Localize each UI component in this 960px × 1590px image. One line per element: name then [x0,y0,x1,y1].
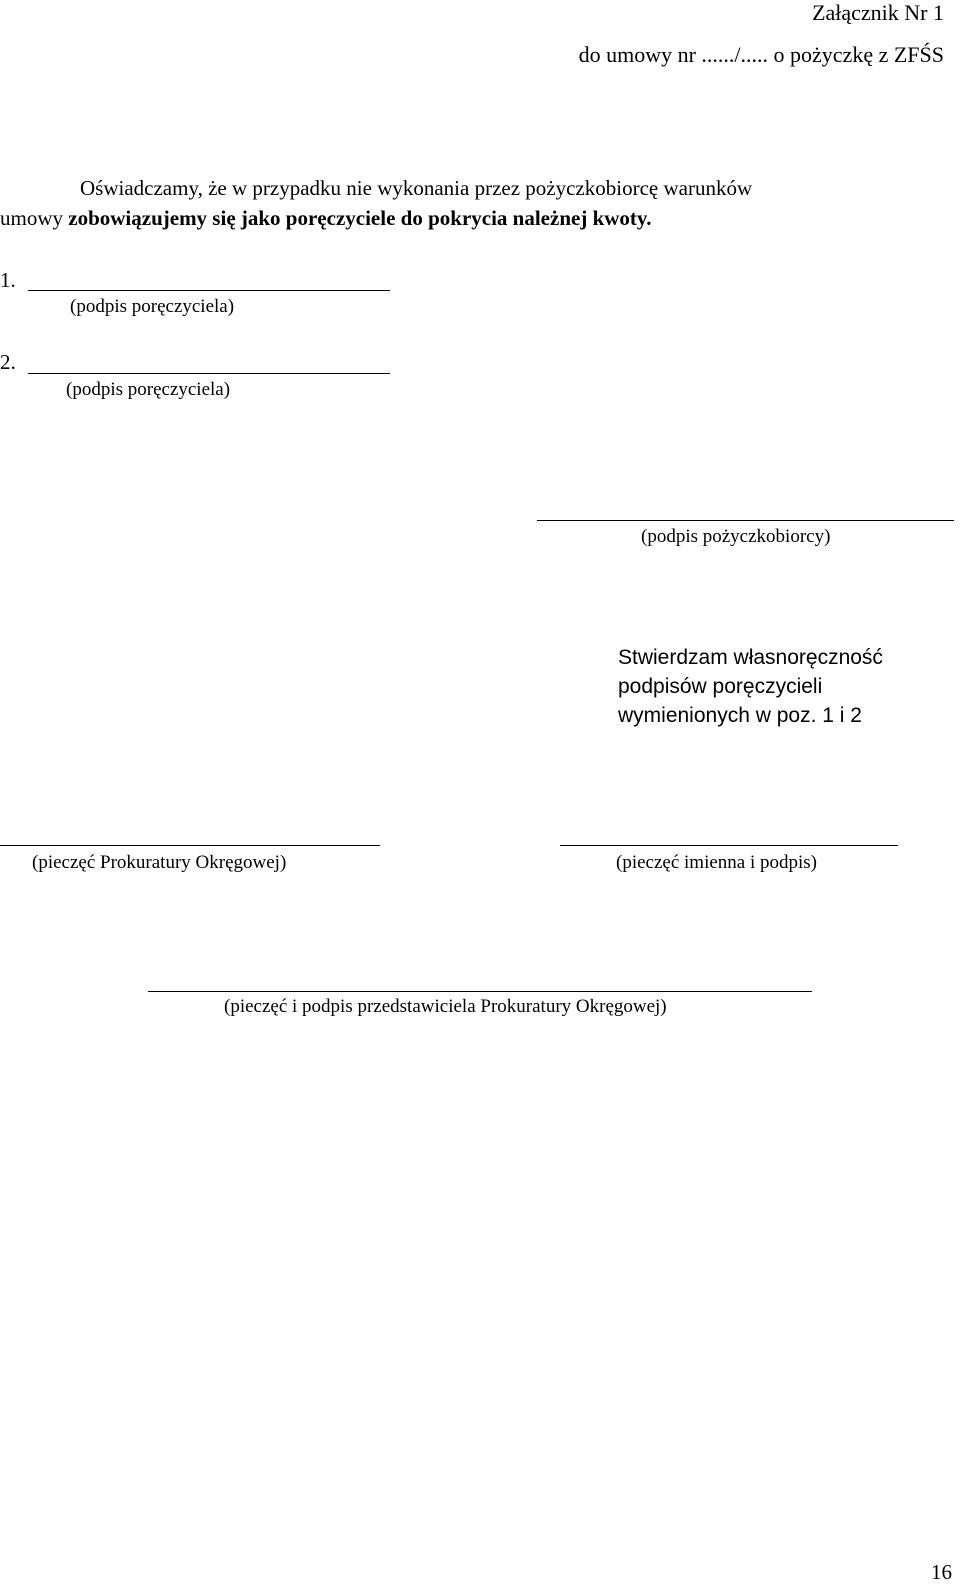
personal-stamp-caption: (pieczęć imienna i podpis) [616,852,818,873]
guarantor-1-number: 1. [0,268,16,292]
page-number: 16 [931,1560,952,1584]
annex-title: Załącznik Nr 1 [812,0,944,25]
guarantor-1-signature-line [28,290,390,291]
declaration-line-2-normal: umowy [0,206,69,230]
guarantor-1-caption: (podpis poręczyciela) [70,296,235,317]
personal-stamp-line [560,845,898,846]
declaration-line-1: Oświadczamy, że w przypadku nie wykonania przez pożyczkobiorcę warunków [80,176,753,200]
representative-caption: (pieczęć i podpis przedstawiciela Prokuratury Okręgowej) [224,996,667,1017]
declaration-line-2-bold: zobowiązujemy się jako poręczyciele do pokrycia należnej kwoty. [68,206,652,230]
certification-line-3: wymienionych w poz. 1 i 2 [618,704,862,727]
prosecution-stamp-caption: (pieczęć Prokuratury Okręgowej) [32,852,287,873]
certification-line-2: podpisów poręczycieli [618,675,823,698]
certification-block [618,643,883,730]
representative-signature-line [148,991,812,992]
guarantor-2-caption: (podpis poręczyciela) [66,379,231,400]
declaration-line-2 [0,206,652,231]
guarantor-2-signature-line [28,373,390,374]
certification-line-1: Stwierdzam własnoręczność [618,646,883,669]
guarantor-2-number: 2. [0,350,16,374]
contract-reference: do umowy nr ....../..... o pożyczkę z ZFŚS [578,42,944,67]
borrower-caption: (podpis pożyczkobiorcy) [641,526,831,547]
prosecution-stamp-line [0,845,380,846]
borrower-signature-line [537,520,954,521]
